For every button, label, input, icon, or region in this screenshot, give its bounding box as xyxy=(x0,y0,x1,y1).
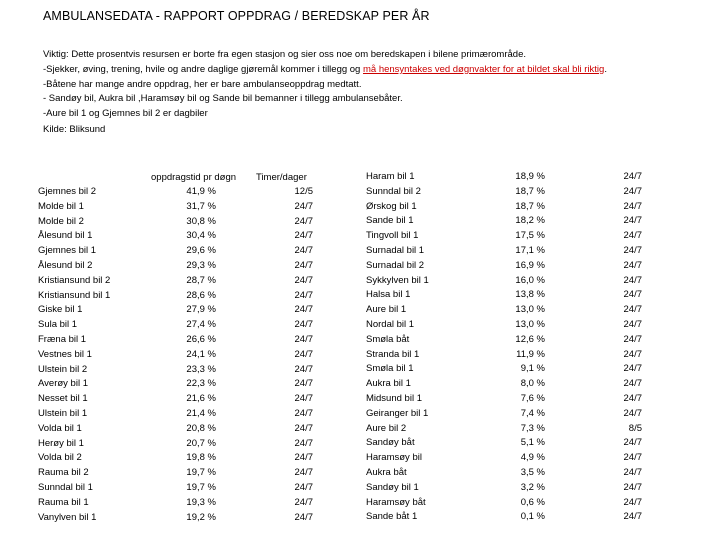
station-name: Vanylven bil 1 xyxy=(38,511,97,523)
station-percent: 7,4 % xyxy=(520,407,545,419)
station-hours: 24/7 xyxy=(623,259,642,271)
station-hours: 24/7 xyxy=(294,481,313,493)
station-percent: 9,1 % xyxy=(520,363,545,375)
station-percent: 5,1 % xyxy=(520,437,545,449)
station-hours: 24/7 xyxy=(623,452,642,464)
station-percent: 13,0 % xyxy=(515,318,545,330)
station-percent: 30,4 % xyxy=(186,230,216,242)
station-percent: 18,2 % xyxy=(515,215,545,227)
station-hours: 24/7 xyxy=(294,348,313,360)
station-name: Sandøy bil 1 xyxy=(366,481,419,493)
station-hours: 24/7 xyxy=(623,185,642,197)
station-name: Averøy bil 1 xyxy=(38,378,88,390)
station-name: Nesset bil 1 xyxy=(38,393,88,405)
station-name: Ålesund bil 1 xyxy=(38,230,93,242)
station-hours: 24/7 xyxy=(623,363,642,375)
station-hours: 24/7 xyxy=(623,378,642,390)
station-percent: 29,3 % xyxy=(186,259,216,271)
note-line: Viktig: Dette prosentvis resursen er borte fra egen stasjon og sier oss noe om beredskapen i bilene primærområde. xyxy=(43,49,526,60)
station-percent: 0,6 % xyxy=(520,496,545,508)
station-hours: 24/7 xyxy=(294,215,313,227)
station-name: Kristiansund bil 2 xyxy=(38,274,111,286)
station-percent: 27,9 % xyxy=(186,304,216,316)
station-name: Aure bil 2 xyxy=(366,422,407,434)
header-pct: oppdragstid pr døgn xyxy=(151,172,237,183)
station-name: Molde bil 2 xyxy=(38,215,84,227)
station-name: Sandøy båt xyxy=(366,437,415,449)
station-name: Surnadal bil 1 xyxy=(366,244,425,256)
station-hours: 24/7 xyxy=(623,304,642,316)
note-line: - Sandøy bil, Aukra bil ,Haramsøy bil og Sande bil bemanner i tillegg ambulansebåter. xyxy=(43,93,403,105)
station-percent: 13,0 % xyxy=(515,304,545,316)
station-percent: 8,0 % xyxy=(520,378,545,390)
station-name: Sande bil 1 xyxy=(366,215,414,227)
station-hours: 24/7 xyxy=(294,363,313,375)
station-percent: 16,0 % xyxy=(515,274,545,286)
station-hours: 24/7 xyxy=(294,452,313,464)
station-hours: 24/7 xyxy=(623,348,642,360)
station-percent: 24,1 % xyxy=(186,348,216,360)
station-percent: 19,2 % xyxy=(186,511,216,523)
station-name: Gjemnes bil 2 xyxy=(38,186,97,197)
station-percent: 22,3 % xyxy=(186,378,216,390)
station-hours: 24/7 xyxy=(623,289,642,301)
right-hours-column xyxy=(600,170,642,525)
note-text: -Sjekker, øving, trening, hvile og andre daglige gjøremål kommer i tillegg og xyxy=(43,63,363,75)
station-hours: 24/7 xyxy=(623,200,642,212)
station-hours: 24/7 xyxy=(294,200,313,212)
station-name: Haramsøy bil xyxy=(366,452,422,464)
station-percent: 16,9 % xyxy=(515,259,545,271)
station-percent: 27,4 % xyxy=(186,319,216,331)
station-hours: 24/7 xyxy=(623,318,642,330)
station-name: Midsund bil 1 xyxy=(366,392,422,404)
station-name: Aukra båt xyxy=(366,466,407,478)
station-hours: 24/7 xyxy=(294,496,313,508)
station-hours: 24/7 xyxy=(294,511,313,523)
station-name: Haramsøy båt xyxy=(366,496,426,508)
station-percent: 17,5 % xyxy=(515,230,545,242)
station-name: Aure bil 1 xyxy=(366,304,407,316)
station-name: Smøla bil 1 xyxy=(366,363,414,375)
station-hours: 24/7 xyxy=(623,511,642,523)
station-percent: 12,6 % xyxy=(515,333,545,345)
note-line: -Båtene har mange andre oppdrag, her er bare ambulanseoppdrag medtatt. xyxy=(43,78,362,90)
station-name: Surnadal bil 2 xyxy=(366,259,425,271)
station-name: Fræna bil 1 xyxy=(38,333,87,345)
note-emphasis: må hensyntakes ved døgnvakter for at bildet skal bli riktig xyxy=(363,63,605,75)
station-percent: 18,7 % xyxy=(515,200,545,212)
station-percent: 31,7 % xyxy=(186,200,216,212)
station-name: Sunndal bil 2 xyxy=(366,185,421,197)
station-name: Volda bil 1 xyxy=(38,422,82,434)
station-hours: 24/7 xyxy=(623,244,642,256)
station-name: Vestnes bil 1 xyxy=(38,348,92,360)
page-title: AMBULANSEDATA - RAPPORT OPPDRAG / BEREDSKAP PER ÅR xyxy=(43,9,430,23)
station-name: Ørskog bil 1 xyxy=(366,200,417,212)
station-hours: 24/7 xyxy=(294,230,313,242)
station-name: Ålesund bil 2 xyxy=(38,259,93,271)
left-pct-column xyxy=(170,185,216,525)
station-hours: 24/7 xyxy=(623,466,642,478)
station-percent: 23,3 % xyxy=(186,363,216,375)
station-name: Stranda bil 1 xyxy=(366,348,420,360)
station-hours: 12/5 xyxy=(294,186,313,197)
station-percent: 28,6 % xyxy=(186,289,216,301)
station-name: Ulstein bil 1 xyxy=(38,407,88,419)
left-name-column xyxy=(38,185,148,525)
station-percent: 19,7 % xyxy=(186,467,216,479)
station-percent: 21,4 % xyxy=(186,407,216,419)
station-name: Kristiansund bil 1 xyxy=(38,289,111,301)
station-percent: 11,9 % xyxy=(516,348,545,360)
station-hours: 24/7 xyxy=(294,393,313,405)
station-name: Herøy bil 1 xyxy=(38,437,84,449)
source-label: Kilde: Bliksund xyxy=(43,124,106,135)
station-percent: 7,3 % xyxy=(520,422,545,434)
station-percent: 7,6 % xyxy=(520,392,545,404)
station-name: Aukra bil 1 xyxy=(366,378,411,390)
station-name: Tingvoll bil 1 xyxy=(366,230,419,242)
note-line: -Aure bil 1 og Gjemnes bil 2 er dagbiler xyxy=(43,108,208,120)
right-pct-column xyxy=(500,170,545,525)
station-hours: 24/7 xyxy=(294,422,313,434)
note-text: . xyxy=(604,63,607,75)
station-percent: 29,6 % xyxy=(186,245,216,257)
station-name: Sunndal bil 1 xyxy=(38,481,93,493)
station-name: Sykkylven bil 1 xyxy=(366,274,429,286)
station-percent: 18,7 % xyxy=(515,185,545,197)
station-percent: 21,6 % xyxy=(186,393,216,405)
station-name: Rauma bil 2 xyxy=(38,467,89,479)
station-percent: 17,1 % xyxy=(515,244,545,256)
station-hours: 24/7 xyxy=(294,467,313,479)
station-name: Smøla båt xyxy=(366,333,410,345)
station-name: Sande båt 1 xyxy=(366,511,418,523)
station-hours: 24/7 xyxy=(623,496,642,508)
station-hours: 24/7 xyxy=(294,378,313,390)
station-percent: 20,8 % xyxy=(186,422,216,434)
note-line xyxy=(43,63,607,78)
station-percent: 26,6 % xyxy=(186,333,216,345)
station-name: Gjemnes bil 1 xyxy=(38,245,97,257)
station-name: Giske bil 1 xyxy=(38,304,83,316)
station-percent: 19,8 % xyxy=(186,452,216,464)
station-percent: 41,9 % xyxy=(186,186,216,197)
station-hours: 24/7 xyxy=(294,304,313,316)
station-name: Rauma bil 1 xyxy=(38,496,89,508)
station-percent: 4,9 % xyxy=(520,452,545,464)
station-hours: 24/7 xyxy=(623,333,642,345)
station-percent: 18,9 % xyxy=(515,171,545,182)
station-percent: 19,3 % xyxy=(186,496,216,508)
station-hours: 24/7 xyxy=(294,437,313,449)
station-hours: 8/5 xyxy=(628,422,642,434)
station-percent: 19,7 % xyxy=(186,481,216,493)
station-percent: 3,2 % xyxy=(520,481,545,493)
station-hours: 24/7 xyxy=(623,215,642,227)
station-hours: 24/7 xyxy=(294,407,313,419)
station-percent: 20,7 % xyxy=(186,437,216,449)
station-hours: 24/7 xyxy=(294,245,313,257)
station-hours: 24/7 xyxy=(623,230,642,242)
right-name-column xyxy=(366,170,486,525)
station-hours: 24/7 xyxy=(294,274,313,286)
station-hours: 24/7 xyxy=(623,407,642,419)
station-hours: 24/7 xyxy=(623,171,642,182)
left-hours-column xyxy=(270,185,313,525)
header-hours: Timer/dager xyxy=(256,172,307,183)
station-hours: 24/7 xyxy=(294,319,313,331)
station-name: Nordal bil 1 xyxy=(366,318,415,330)
station-hours: 24/7 xyxy=(294,259,313,271)
station-percent: 0,1 % xyxy=(520,511,545,523)
station-hours: 24/7 xyxy=(623,392,642,404)
station-name: Ulstein bil 2 xyxy=(38,363,88,375)
station-name: Molde bil 1 xyxy=(38,200,84,212)
station-percent: 13,8 % xyxy=(515,289,545,301)
station-name: Sula bil 1 xyxy=(38,319,78,331)
station-name: Haram bil 1 xyxy=(366,171,415,182)
station-hours: 24/7 xyxy=(623,274,642,286)
station-percent: 28,7 % xyxy=(186,274,216,286)
station-hours: 24/7 xyxy=(294,289,313,301)
station-name: Volda bil 2 xyxy=(38,452,82,464)
station-name: Geiranger bil 1 xyxy=(366,407,429,419)
station-hours: 24/7 xyxy=(623,481,642,493)
station-percent: 30,8 % xyxy=(186,215,216,227)
notes-block xyxy=(43,48,607,122)
station-hours: 24/7 xyxy=(294,333,313,345)
station-hours: 24/7 xyxy=(623,437,642,449)
station-percent: 3,5 % xyxy=(520,466,545,478)
station-name: Halsa bil 1 xyxy=(366,289,411,301)
